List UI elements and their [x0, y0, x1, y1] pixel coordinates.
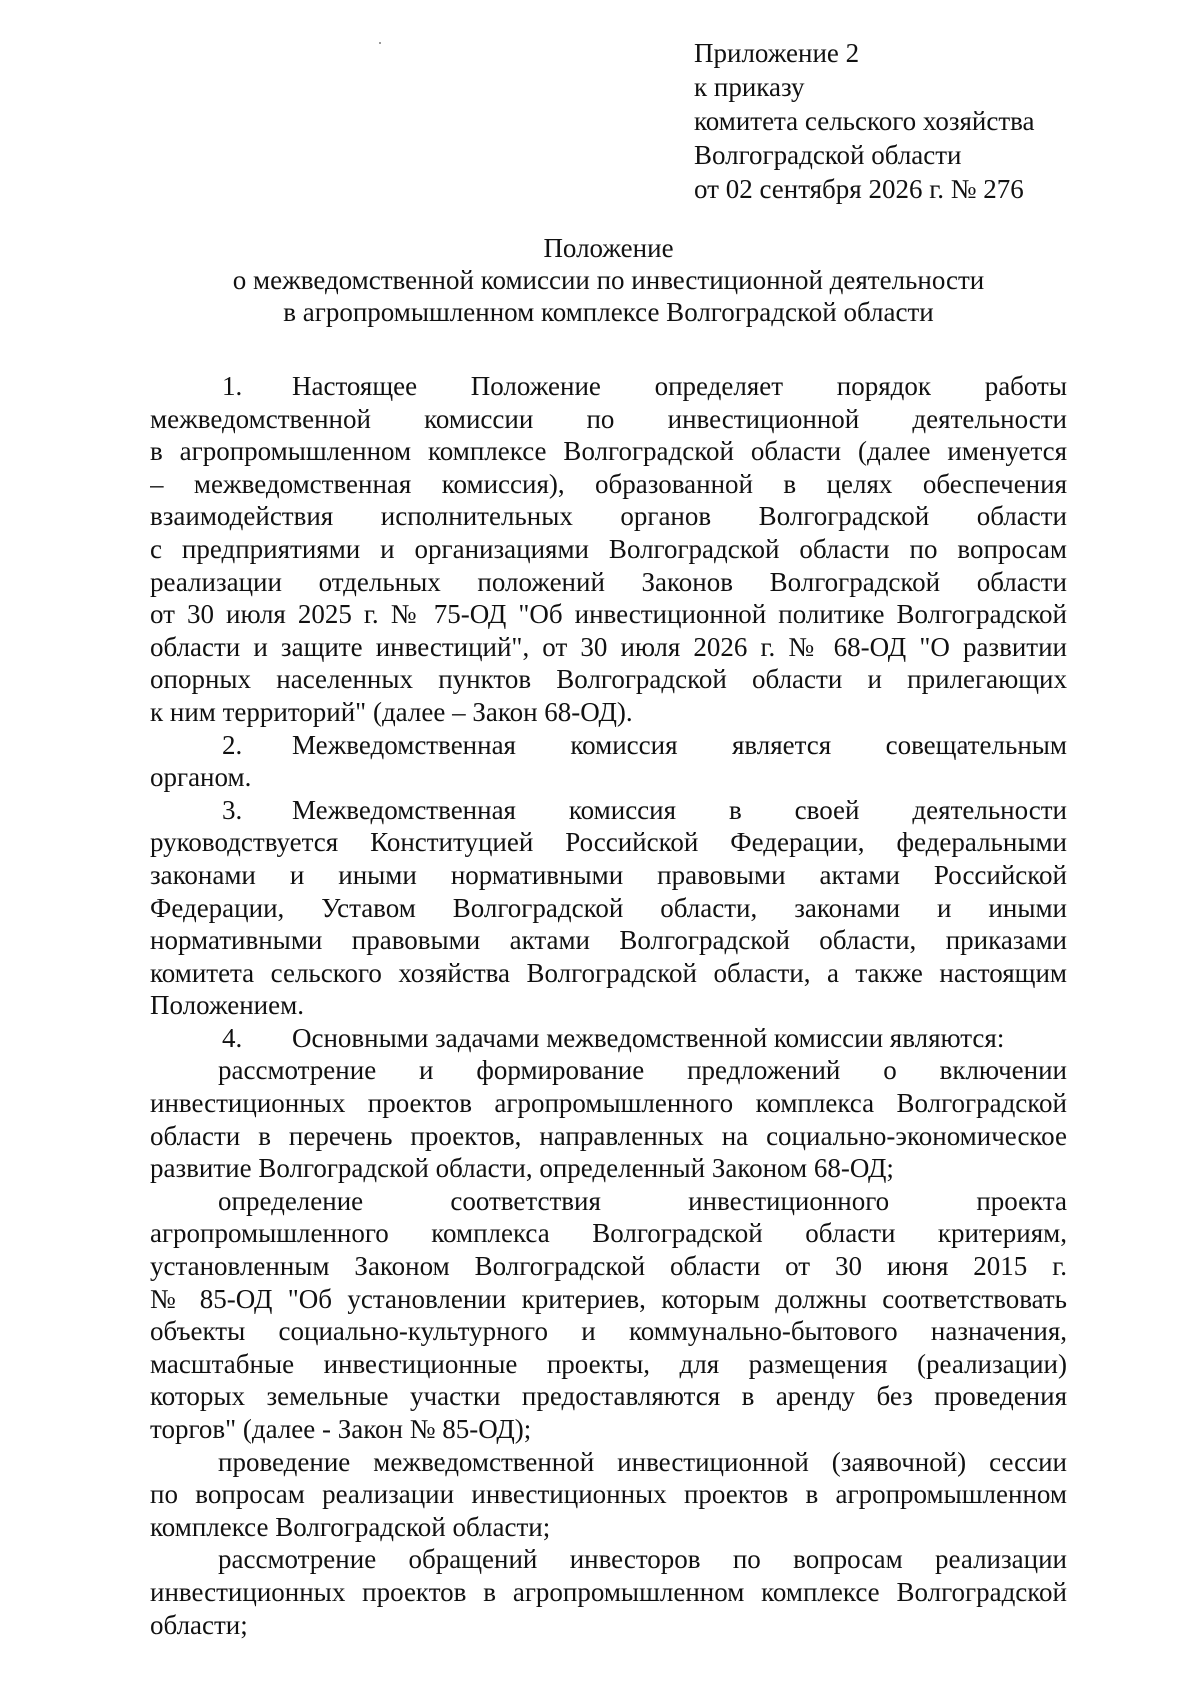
paragraph-1-line-4: – межведомственная комиссия), образованной в целях обеспечения	[150, 468, 1067, 499]
paragraph-3-line-5: нормативными правовыми актами Волгоградской области, приказами	[150, 925, 1067, 956]
paragraph-2-line-1	[150, 729, 1067, 762]
task-3-line-3: комплексе Волгоградской области;	[150, 1511, 551, 1542]
paragraph-2-number: 2.	[222, 729, 243, 760]
task-1-line-4: развитие Волгоградской области, определенный Законом 68-ОД;	[150, 1153, 894, 1184]
task-1-line-1: рассмотрение и формирование предложений о включении	[218, 1055, 1067, 1086]
paragraph-1-line-2: межведомственной комиссии по инвестиционной деятельности	[150, 403, 1067, 434]
paragraph-4-number: 4.	[222, 1022, 243, 1053]
task-2-line-8: торгов" (далее - Закон № 85-ОД);	[150, 1414, 532, 1444]
paragraph-3-line-2: руководствуется Конституцией Российской Федерации, федеральными	[150, 827, 1067, 858]
paragraph-1-line-5: взаимодействия исполнительных органов Волгоградской области	[150, 501, 1067, 532]
annex-line-5: от 02 сентября 2026 г. № 276	[694, 174, 1024, 204]
paragraph-4-line-1	[150, 1022, 1067, 1055]
paragraph-2-text: Межведомственная комиссия является совещательным	[292, 729, 1067, 760]
paragraph-1-line-7: реализации отдельных положений Законов Волгоградской области	[150, 566, 1067, 597]
paragraph-2-line-2: органом.	[150, 762, 252, 793]
task-4-line-1: рассмотрение обращений инвесторов по вопросам реализации	[218, 1544, 1067, 1575]
task-1-line-3: области в перечень проектов, направленных на социально-экономическое	[150, 1120, 1067, 1151]
title-line-2: о межведомственной комиссии по инвестиционной деятельности	[232, 265, 985, 295]
task-4-line-2: инвестиционных проектов в агропромышленном комплексе Волгоградской	[150, 1576, 1067, 1607]
task-2-line-2: агропромышленного комплекса Волгоградской области критериям,	[150, 1218, 1067, 1249]
document-title	[150, 232, 1067, 328]
document-body	[150, 370, 1067, 1641]
annex-line-3: комитета сельского хозяйства	[694, 106, 1035, 136]
paragraph-1-line-3: в агропромышленном комплексе Волгоградской области (далее именуется	[150, 436, 1067, 467]
task-1-line-2: инвестиционных проектов агропромышленного комплекса Волгоградской	[150, 1088, 1067, 1119]
task-4-line-3: области;	[150, 1609, 248, 1640]
paragraph-3-line-4: Федерации, Уставом Волгоградской области, законами и иными	[150, 892, 1067, 923]
task-2-line-3: установленным Законом Волгоградской области от 30 июня 2015 г.	[150, 1251, 1067, 1282]
title-line-1: Положение	[543, 233, 674, 263]
annex-line-4: Волгоградской области	[694, 140, 962, 170]
task-2-line-1: определение соответствия инвестиционного проекта	[218, 1185, 1067, 1216]
paragraph-3-number: 3.	[222, 794, 243, 825]
paragraph-3-line-1	[150, 794, 1067, 827]
task-2-line-6: масштабные инвестиционные проекты, для размещения (реализации)	[150, 1348, 1067, 1379]
task-2-line-5: объекты социально-культурного и коммунально-бытового назначения,	[150, 1316, 1067, 1347]
task-3-line-1: проведение межведомственной инвестиционной (заявочной) сессии	[218, 1446, 1067, 1477]
task-2-line-7: которых земельные участки предоставляются в аренду без проведения	[150, 1381, 1067, 1412]
paragraph-4-text: Основными задачами межведомственной комиссии являются:	[292, 1022, 1005, 1053]
paragraph-1-line-8: от 30 июля 2025 г. № 75-ОД "Об инвестиционной политике Волгоградской	[150, 599, 1067, 630]
paragraph-1-line-6: с предприятиями и организациями Волгоградской области по вопросам	[150, 533, 1067, 564]
task-3-line-2: по вопросам реализации инвестиционных проектов в агропромышленном	[150, 1479, 1067, 1510]
paragraph-1-text: Настоящее Положение определяет порядок работы	[292, 371, 1067, 401]
paragraph-3-text: Межведомственная комиссия в своей деятельности	[292, 794, 1067, 825]
annex-line-1: Приложение 2	[694, 38, 860, 68]
task-2-line-4: № 85-ОД "Об установлении критериев, которым должны соответствовать	[150, 1283, 1067, 1314]
paragraph-1-line-1	[150, 370, 1067, 403]
paragraph-1-line-9: области и защите инвестиций", от 30 июля 2026 г. № 68-ОД "О развитии	[150, 631, 1067, 662]
paragraph-1-number: 1.	[222, 371, 243, 401]
title-line-3: в агропромышленном комплексе Волгоградской области	[283, 297, 934, 327]
paragraph-1-line-10: опорных населенных пунктов Волгоградской области и прилегающих	[150, 664, 1067, 695]
paragraph-3-line-7: Положением.	[150, 990, 304, 1021]
paragraph-1-line-11: к ним территорий" (далее – Закон 68-ОД).	[150, 696, 633, 727]
scan-speck	[379, 42, 381, 44]
paragraph-3-line-3: законами и иными нормативными правовыми актами Российской	[150, 859, 1067, 890]
annex-header	[694, 36, 1035, 206]
annex-line-2: к приказу	[694, 72, 805, 102]
paragraph-3-line-6: комитета сельского хозяйства Волгоградской области, а также настоящим	[150, 957, 1067, 988]
